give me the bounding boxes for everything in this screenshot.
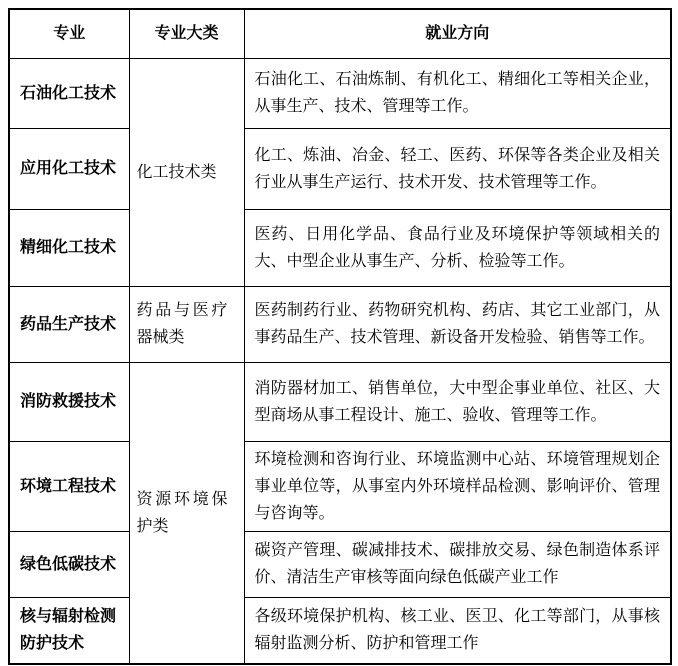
header-row [9, 9, 671, 58]
category-cell-pharma-medical-devices: 药品与医疗器械类 [129, 286, 244, 362]
table-row [9, 286, 671, 362]
table-row [9, 362, 671, 441]
jobs-cell: 消防器材加工、销售单位，大中型企事业单位、社区、大型商场从事工程设计、施工、验收、管理等工作。 [244, 362, 671, 441]
column-header-major: 专业 [9, 9, 129, 58]
category-cell-chemical-tech: 化工技术类 [129, 58, 244, 286]
table-row [9, 597, 671, 664]
major-cell: 精细化工技术 [9, 209, 129, 286]
jobs-cell: 各级环境保护机构、核工业、医卫、化工等部门，从事核辐射监测分析、防护和管理工作 [244, 597, 671, 664]
major-cell: 消防救援技术 [9, 362, 129, 441]
jobs-cell: 化工、炼油、冶金、轻工、医药、环保等各类企业及相关行业从事生产运行、技术开发、技术管理等工作。 [244, 128, 671, 209]
jobs-cell: 碳资产管理、碳减排技术、碳排放交易、绿色制造体系评价、清洁生产审核等面向绿色低碳产业工作 [244, 531, 671, 597]
jobs-cell: 医药、日用化学品、食品行业及环境保护等领域相关的大、中型企业从事生产、分析、检验等工作。 [244, 209, 671, 286]
table-row [9, 58, 671, 128]
major-cell: 药品生产技术 [9, 286, 129, 362]
employment-directions-table [8, 8, 672, 665]
table-row [9, 209, 671, 286]
major-cell: 应用化工技术 [9, 128, 129, 209]
major-cell: 石油化工技术 [9, 58, 129, 128]
column-header-category: 专业大类 [129, 9, 244, 58]
category-cell-resource-environment: 资源环境保护类 [129, 362, 244, 664]
major-cell: 环境工程技术 [9, 441, 129, 531]
table-row [9, 128, 671, 209]
major-cell: 核与辐射检测防护技术 [9, 597, 129, 664]
table-row [9, 531, 671, 597]
jobs-cell: 环境检测和咨询行业、环境监测中心站、环境管理规划企事业单位等，从事室内外环境样品检测、影响评价、管理与咨询等。 [244, 441, 671, 531]
jobs-cell: 石油化工、石油炼制、有机化工、精细化工等相关企业，从事生产、技术、管理等工作。 [244, 58, 671, 128]
table-row [9, 441, 671, 531]
major-cell: 绿色低碳技术 [9, 531, 129, 597]
jobs-cell: 医药制药行业、药物研究机构、药店、其它工业部门，从事药品生产、技术管理、新设备开发检验、销售等工作。 [244, 286, 671, 362]
column-header-jobs: 就业方向 [244, 9, 671, 58]
